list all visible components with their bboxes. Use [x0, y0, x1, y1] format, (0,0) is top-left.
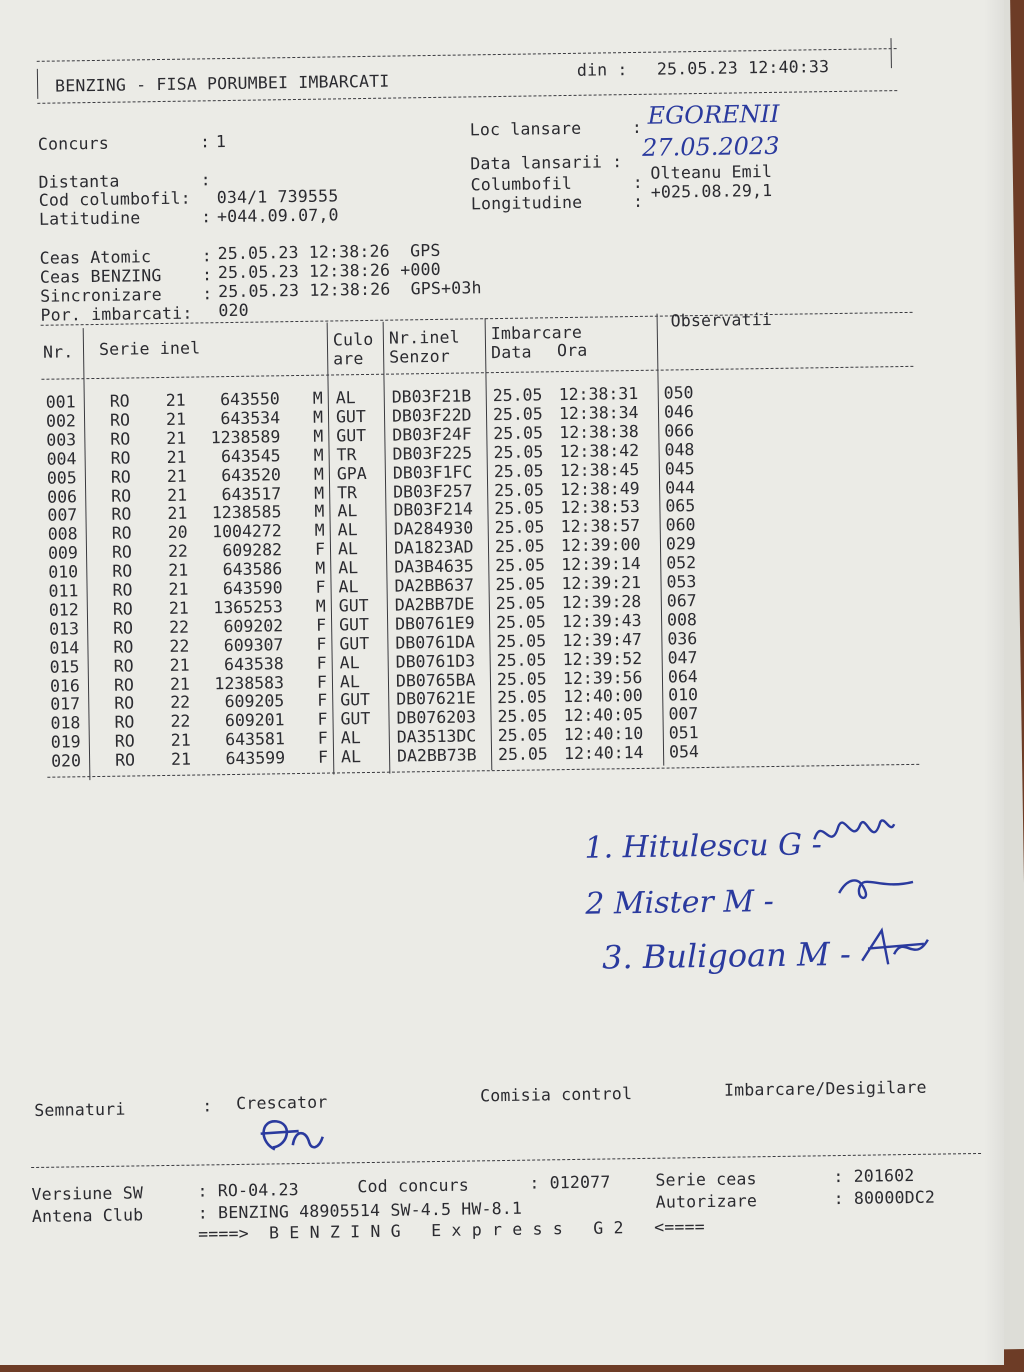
cell-time: 12:39:52	[562, 648, 643, 669]
cell-country: RO	[110, 448, 131, 468]
cod-columbofil-label: Cod columbofil:	[38, 188, 191, 210]
cell-country: RO	[114, 712, 135, 733]
cell-country: RO	[110, 429, 131, 449]
cell-year: 21	[168, 598, 189, 618]
cell-sex: M	[313, 445, 324, 465]
cell-observatii: 060	[665, 515, 696, 535]
cell-date: 25.05	[494, 498, 545, 519]
din-label: din :	[576, 60, 628, 80]
cell-year: 22	[170, 711, 191, 732]
cell-sex: M	[312, 407, 324, 427]
cell-time: 12:38:38	[559, 421, 639, 442]
cell-nr: 018	[50, 713, 81, 733]
ceas-benzing-value: 25.05.23 12:38:26 +000	[217, 259, 441, 283]
cell-year: 21	[169, 655, 190, 675]
sincronizare-value: 25.05.23 12:38:26 GPS+03h	[218, 278, 482, 302]
cell-observatii: 010	[668, 685, 699, 705]
cell-sensor: DB03F21B	[391, 386, 472, 407]
cell-observatii: 052	[666, 553, 697, 573]
cell-date: 25.05	[497, 744, 548, 765]
cod-concurs-label: Cod concurs	[357, 1175, 470, 1197]
cell-ring-number: 1004272	[212, 521, 282, 542]
crescator-signature-icon	[252, 1111, 333, 1160]
latitudine-label: Latitudine :	[38, 207, 212, 229]
cell-date: 25.05	[497, 706, 548, 727]
benzing-banner: ====> B E N Z I N G E x p r e s s G 2 <====	[198, 1217, 705, 1244]
cell-color: AL	[338, 558, 359, 578]
cell-observatii: 053	[666, 572, 697, 592]
cell-date: 25.05	[495, 612, 546, 632]
cell-sex: F	[317, 690, 328, 711]
cell-observatii: 054	[668, 742, 700, 762]
header-ora: Ora	[556, 340, 588, 361]
cell-sensor: DB0761D3	[395, 650, 476, 672]
cell-sensor: DB03F1FC	[392, 462, 473, 483]
cell-sensor: DA284930	[393, 518, 474, 539]
cell-time: 12:38:45	[559, 459, 640, 480]
cell-nr: 014	[49, 637, 80, 658]
cell-country: RO	[112, 580, 133, 600]
crescator-label: Crescator	[236, 1092, 328, 1113]
cell-sex: F	[317, 709, 328, 730]
cell-sex: M	[314, 483, 325, 503]
cell-color: AL	[340, 747, 362, 767]
cell-time: 12:39:47	[562, 629, 642, 650]
header-left-border	[37, 69, 38, 99]
cell-nr: 009	[47, 543, 78, 563]
footer-top-rule	[31, 1153, 981, 1168]
cell-date: 25.05	[495, 574, 546, 595]
cell-ring-number: 1365253	[213, 597, 283, 618]
cell-time: 12:39:14	[561, 554, 641, 575]
columbofil-value: Olteanu Emil	[650, 161, 773, 183]
cell-nr: 020	[50, 751, 82, 771]
loc-lansare-label: Loc lansare :	[469, 117, 643, 140]
autorizare-value: : 80000DC2	[833, 1187, 936, 1209]
por-imbarcati-value: 020	[218, 300, 249, 321]
cell-time: 12:38:49	[559, 478, 640, 499]
cell-color: GUT	[339, 633, 370, 654]
header-senzor: Senzor	[389, 346, 451, 367]
imbarcare-desigilare-label: Imbarcare/Desigilare	[723, 1077, 927, 1100]
cell-color: GUT	[338, 595, 369, 616]
table-body	[0, 379, 1001, 774]
cell-nr: 008	[47, 524, 78, 545]
cell-sensor: DB03F225	[392, 443, 473, 464]
header-nr: Nr.	[42, 342, 74, 362]
cell-sensor: DA2BB73B	[396, 745, 477, 766]
cell-date: 25.05	[496, 631, 547, 651]
versiune-sw-label: Versiune SW	[31, 1183, 144, 1205]
cell-ring-number: 1238583	[214, 672, 285, 693]
cell-sensor: DB07621E	[396, 688, 476, 709]
cell-ring-number: 643599	[225, 748, 286, 769]
cell-date: 25.05	[496, 649, 547, 670]
cell-date: 25.05	[496, 668, 547, 689]
cell-nr: 003	[46, 430, 77, 450]
cell-sex: F	[314, 539, 326, 559]
data-lansarii-label: Data lansarii :	[470, 152, 623, 174]
cell-country: RO	[114, 731, 135, 751]
columbofil-label: Columbofil :	[470, 172, 644, 195]
cell-date: 25.05	[493, 460, 544, 481]
cell-year: 22	[169, 636, 190, 656]
cell-time: 12:38:31	[558, 383, 639, 405]
cell-color: AL	[337, 501, 358, 521]
por-imbarcati-label: Por. imbarcati:	[40, 303, 193, 325]
signature-2-icon	[829, 860, 920, 911]
cell-year: 21	[166, 447, 187, 467]
cell-sensor: DA2BB7DE	[394, 594, 475, 615]
cell-color: AL	[337, 520, 358, 540]
latitudine-value: +044.09.07,0	[216, 205, 339, 227]
cell-date: 25.05	[492, 385, 543, 406]
cell-nr: 012	[48, 600, 79, 620]
cell-sex: F	[315, 577, 326, 597]
cell-country: RO	[111, 485, 132, 506]
cod-columbofil-value: 034/1 739555	[216, 186, 339, 208]
cell-color: AL	[340, 728, 361, 748]
ceas-atomic-label: Ceas Atomic :	[39, 246, 213, 268]
cell-date: 25.05	[493, 423, 544, 443]
cell-date: 25.05	[497, 687, 548, 708]
cell-nr: 015	[49, 656, 80, 677]
cell-color: AL	[339, 671, 360, 691]
cell-sensor: DB0765BA	[395, 669, 476, 691]
cell-ring-number: 643534	[220, 408, 281, 429]
cell-year: 21	[170, 730, 191, 751]
cell-observatii: 036	[667, 628, 698, 649]
cell-time: 12:39:28	[561, 591, 642, 612]
cell-date: 25.05	[493, 442, 544, 462]
cell-date: 25.05	[494, 536, 545, 557]
cell-observatii: 047	[667, 647, 698, 668]
cell-year: 20	[167, 522, 188, 543]
cell-color: TR	[336, 444, 357, 465]
cell-year: 22	[169, 617, 190, 637]
cell-time: 12:40:05	[563, 705, 644, 726]
din-value: 25.05.23 12:40:33	[656, 57, 830, 79]
cell-date: 25.05	[495, 593, 546, 613]
header-observatii: Observatii	[670, 309, 773, 331]
cell-color: GUT	[336, 425, 367, 446]
cell-sex: F	[315, 615, 327, 635]
cell-year: 21	[165, 390, 186, 410]
cell-time: 12:40:10	[563, 724, 644, 745]
cell-sensor: DA3513DC	[396, 726, 477, 747]
cell-sensor: DB03F22D	[391, 405, 472, 426]
longitudine-label: Longitudine :	[470, 191, 644, 214]
cell-country: RO	[110, 467, 131, 487]
cell-year: 21	[168, 579, 189, 599]
cell-year: 21	[166, 466, 187, 486]
header-imbarcare: Imbarcare	[490, 322, 583, 344]
cell-observatii: 046	[663, 402, 694, 422]
cell-country: RO	[111, 542, 133, 562]
cell-country: RO	[111, 523, 132, 544]
cell-ring-number: 643586	[222, 559, 283, 580]
cell-sensor: DB0761DA	[395, 632, 476, 653]
cell-ring-number: 643520	[221, 464, 282, 485]
cell-nr: 010	[48, 562, 79, 582]
cell-time: 12:39:56	[562, 667, 643, 688]
cell-color: AL	[337, 539, 359, 559]
serie-ceas-value: : 201602	[833, 1165, 915, 1187]
cell-observatii: 048	[664, 439, 695, 460]
cell-sex: M	[313, 464, 324, 484]
cell-sex: M	[312, 388, 323, 408]
cell-sensor: DA1823AD	[393, 537, 474, 558]
cell-observatii: 067	[666, 590, 697, 611]
cell-observatii: 064	[667, 666, 698, 687]
cell-color: GUT	[338, 614, 370, 635]
cell-time: 12:38:53	[560, 497, 641, 518]
cell-country: RO	[113, 656, 134, 676]
cell-date: 25.05	[494, 479, 544, 500]
cell-observatii: 045	[664, 458, 695, 479]
cell-time: 12:40:00	[563, 686, 643, 707]
cell-sensor: DA3B4635	[394, 556, 474, 577]
header-culoare-2: are	[333, 349, 364, 369]
signature-3-icon	[854, 924, 935, 975]
cell-observatii: 029	[665, 534, 696, 554]
cell-sex: F	[316, 634, 327, 654]
cell-country: RO	[114, 750, 136, 770]
semnaturi-colon: :	[202, 1096, 213, 1116]
cell-date: 25.05	[492, 404, 543, 424]
cell-ring-number: 643538	[223, 653, 284, 674]
distanta-label: Distanta :	[38, 170, 211, 192]
cell-time: 12:38:34	[558, 402, 639, 424]
cell-ring-number: 609307	[223, 634, 284, 655]
cell-observatii: 066	[664, 420, 695, 441]
cell-country: RO	[109, 410, 131, 430]
cod-concurs-value: : 012077	[529, 1172, 611, 1193]
serie-ceas-label: Serie ceas	[655, 1169, 757, 1190]
cell-sensor: DB03F257	[393, 480, 473, 502]
cell-time: 12:38:42	[559, 440, 640, 461]
cell-ring-number: 643581	[225, 729, 285, 750]
cell-color: AL	[338, 577, 359, 597]
cell-country: RO	[113, 637, 134, 657]
signature-1-icon	[808, 804, 899, 865]
cell-date: 25.05	[495, 555, 546, 576]
cell-color: TR	[337, 482, 358, 502]
cell-year: 21	[170, 749, 192, 770]
comisia-control-label: Comisia control	[479, 1084, 633, 1106]
cell-date: 25.05	[494, 517, 545, 538]
cell-country: RO	[112, 561, 133, 581]
cell-nr: 002	[45, 411, 77, 431]
concurs-value: 1	[215, 132, 227, 152]
cell-nr: 004	[46, 448, 77, 469]
header-culoare-1: Culo	[332, 329, 374, 350]
cell-sensor: DB076203	[396, 707, 477, 728]
cell-ring-number: 1238589	[210, 427, 281, 448]
cell-year: 21	[167, 504, 188, 524]
cell-country: RO	[114, 693, 135, 714]
cell-ring-number: 1238585	[211, 502, 282, 523]
sheet-edge-shadow	[984, 0, 1004, 1365]
cell-sex: F	[316, 653, 327, 673]
cell-color: AL	[339, 652, 360, 672]
cell-color: AL	[335, 388, 356, 408]
data-lansarii-value: 27.05.2023	[641, 131, 780, 162]
cell-sex: M	[315, 596, 326, 616]
cell-country: RO	[113, 618, 134, 638]
cell-nr: 005	[46, 467, 77, 488]
cell-color: GUT	[340, 709, 371, 729]
cell-nr: 017	[50, 694, 81, 715]
cell-country: RO	[109, 391, 130, 411]
cell-time: 12:40:14	[563, 743, 644, 764]
cell-sex: M	[313, 426, 324, 446]
antena-club-value: : BENZING 48905514 SW-4.5 HW-8.1	[197, 1198, 523, 1223]
cell-year: 21	[166, 428, 187, 448]
cell-sensor: DB0761E9	[394, 613, 475, 634]
handwritten-note-2: 2 Mister M -	[585, 883, 774, 922]
cell-observatii: 050	[663, 383, 694, 403]
loc-lansare-value: EGORENII	[647, 99, 780, 130]
cell-sex: F	[317, 747, 329, 767]
autorizare-label: Autorizare	[655, 1191, 758, 1212]
cell-country: RO	[111, 504, 132, 525]
cell-nr: 007	[47, 505, 78, 526]
cell-year: 22	[167, 541, 189, 562]
cell-country: RO	[113, 674, 135, 695]
cell-nr: 019	[50, 732, 81, 752]
table-header-rule	[41, 366, 913, 380]
cell-year: 21	[165, 409, 187, 429]
concurs-label: Concurs :	[37, 132, 211, 154]
cell-sex: F	[316, 672, 328, 692]
cell-sensor: DB03F214	[393, 499, 474, 520]
cell-observatii: 065	[665, 496, 696, 516]
handwritten-note-3: 3. Buligoan M -	[601, 934, 852, 977]
cell-date: 25.05	[497, 725, 548, 746]
cell-time: 12:38:57	[560, 516, 641, 537]
cell-observatii: 007	[668, 704, 699, 724]
header-right-border	[890, 38, 891, 68]
longitudine-value: +025.08.29,1	[650, 180, 773, 202]
cell-nr: 011	[48, 581, 79, 601]
handwritten-note-1: 1. Hitulescu G -	[584, 827, 823, 866]
header-nr-inel: Nr.inel	[388, 327, 460, 348]
cell-time: 12:39:00	[560, 535, 641, 556]
cell-ring-number: 643590	[222, 578, 283, 599]
cell-year: 21	[168, 560, 189, 581]
cell-observatii: 051	[668, 723, 699, 743]
cell-ring-number: 643550	[220, 389, 280, 410]
semnaturi-label: Semnaturi	[34, 1099, 126, 1120]
cell-nr: 016	[49, 675, 80, 696]
cell-year: 22	[170, 693, 191, 713]
cell-ring-number: 609205	[224, 691, 285, 712]
cell-color: GUT	[340, 690, 371, 710]
ceas-atomic-value: 25.05.23 12:38:26 GPS	[217, 240, 441, 264]
cell-sensor: DB03F24F	[392, 424, 472, 445]
versiune-sw-value: : RO-04.23	[197, 1180, 299, 1201]
cell-year: 21	[167, 485, 188, 505]
cell-observatii: 008	[666, 609, 698, 630]
cell-nr: 013	[49, 619, 80, 639]
cell-sex: M	[315, 558, 326, 578]
header-data: Data	[490, 342, 532, 363]
cell-sex: F	[317, 728, 328, 748]
cell-ring-number: 643517	[221, 483, 282, 504]
cell-sex: M	[314, 520, 325, 541]
antena-club-label: Antena Club	[31, 1205, 144, 1227]
cell-year: 21	[169, 674, 190, 694]
cell-sex: M	[314, 502, 325, 522]
cell-color: GPA	[336, 463, 367, 484]
cell-time: 12:39:21	[561, 572, 642, 594]
cell-nr: 001	[45, 392, 76, 412]
cell-ring-number: 609201	[224, 710, 285, 731]
sincronizare-label: Sincronizare :	[40, 284, 213, 306]
cell-color: GUT	[335, 406, 366, 427]
cell-time: 12:39:43	[561, 610, 642, 631]
cell-ring-number: 643545	[220, 445, 281, 466]
document-title: BENZING - FISA PORUMBEI IMBARCATI	[54, 71, 390, 96]
cell-ring-number: 609202	[223, 616, 284, 636]
header-serie-inel: Serie inel	[98, 338, 201, 359]
cell-observatii: 044	[664, 477, 696, 498]
cell-ring-number: 609282	[222, 540, 283, 561]
cell-nr: 006	[47, 486, 78, 507]
ceas-benzing-label: Ceas BENZING :	[39, 265, 213, 287]
cell-sensor: DA2BB637	[394, 575, 475, 596]
cell-country: RO	[112, 599, 133, 619]
